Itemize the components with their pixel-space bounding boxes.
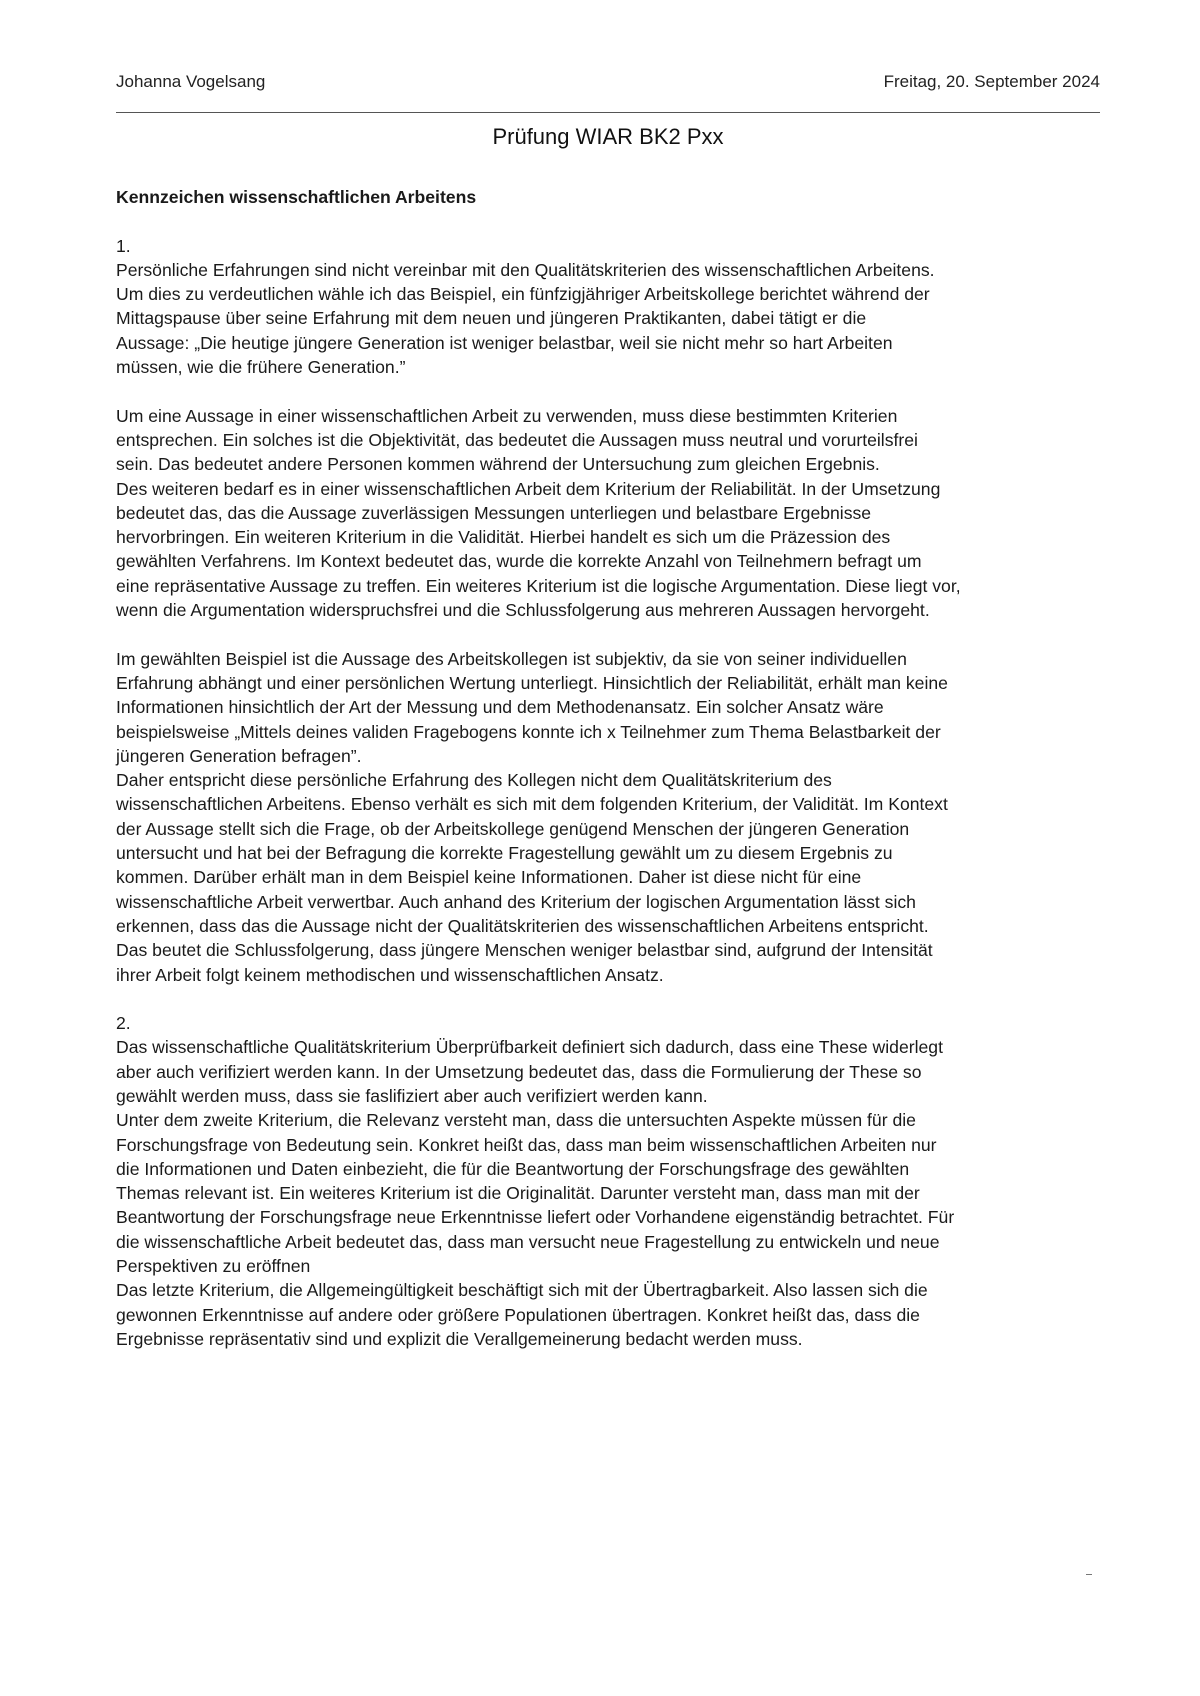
text-line: die Informationen und Daten einbezieht, die für die Beantwortung der Forschungsfrage des gewählten — [116, 1158, 910, 1179]
text-line: Beantwortung der Forschungsfrage neue Erkenntnisse liefert oder Vorhandene eigenständig betrachtet. Für — [116, 1207, 955, 1228]
text-line: ihrer Arbeit folgt keinem methodischen und wissenschaftlichen Ansatz. — [116, 964, 664, 985]
text-line: Das letzte Kriterium, die Allgemeingültigkeit beschäftigt sich mit der Übertragbarkeit. Also lassen sich die — [116, 1280, 928, 1301]
text-line: Ergebnisse repräsentativ sind und explizit die Verallgemeinerung bedacht werden muss. — [116, 1328, 803, 1349]
text-line: Des weiteren bedarf es in einer wissenschaftlichen Arbeit dem Kriterium der Reliabilität. In der Umsetzung — [116, 478, 941, 499]
text-line: Informationen hinsichtlich der Art der Messung und dem Methodenansatz. Ein solcher Ansatz wäre — [116, 697, 884, 718]
text-line: jüngeren Generation befragen”. — [116, 745, 362, 766]
text-line: aber auch verifiziert werden kann. In der Umsetzung bedeutet das, dass die Formulierung der These so — [116, 1061, 922, 1082]
question-number-1: 1. — [116, 235, 131, 256]
text-line: Im gewählten Beispiel ist die Aussage des Arbeitskollegen ist subjektiv, da sie von seiner individuellen — [116, 648, 907, 669]
text-line: gewonnen Erkenntnisse auf andere oder größere Populationen übertragen. Konkret heißt das, dass die — [116, 1304, 920, 1325]
page-header — [116, 72, 1100, 92]
text-line: hervorbringen. Ein weiteren Kriterium in die Validität. Hierbei handelt es sich um die Präzession des — [116, 527, 891, 548]
text-line: Forschungsfrage von Bedeutung sein. Konkret heißt das, dass man beim wissenschaftlichen Arbeiten nur — [116, 1134, 937, 1155]
text-line: gewählt werden muss, dass sie faslifiziert aber auch verifiziert werden kann. — [116, 1085, 708, 1106]
q2-paragraph-1 — [116, 1035, 1100, 1351]
text-line: Um eine Aussage in einer wissenschaftlichen Arbeit zu verwenden, muss diese bestimmten Kriterien — [116, 405, 898, 426]
text-line: bedeutet das, das die Aussage zuverlässigen Messungen unterliegen und belastbare Ergebnisse — [116, 502, 872, 523]
page-title: Prüfung WIAR BK2 Pxx — [492, 124, 724, 149]
text-line: wenn die Argumentation widerspruchsfrei und die Schlussfolgerung aus mehreren Aussagen hervorgeht. — [116, 600, 930, 621]
text-line: untersucht und hat bei der Befragung die korrekte Fragestellung gewählt um zu diesem Ergebnis zu — [116, 843, 893, 864]
text-line: Daher entspricht diese persönliche Erfahrung des Kollegen nicht dem Qualitätskriterium des — [116, 770, 832, 791]
document-body — [116, 185, 1100, 1351]
section-heading: Kennzeichen wissenschaftlichen Arbeitens — [116, 187, 477, 207]
text-line: entsprechen. Ein solches ist die Objektivität, das bedeutet die Aussagen muss neutral und vorurteilsfrei — [116, 429, 918, 450]
text-line: kommen. Darüber erhält man in dem Beispiel keine Informationen. Daher ist diese nicht für eine — [116, 867, 862, 888]
text-line: Das beutet die Schlussfolgerung, dass jüngere Menschen weniger belastbar sind, aufgrund der Intensität — [116, 940, 933, 961]
header-author: Johanna Vogelsang — [116, 72, 266, 91]
text-line: sein. Das bedeutet andere Personen kommen während der Untersuchung zum gleichen Ergebnis. — [116, 454, 880, 475]
blank-line — [116, 379, 1100, 403]
text-line: gewählten Verfahrens. Im Kontext bedeutet das, wurde die korrekte Anzahl von Teilnehmern befragt um — [116, 551, 922, 572]
blank-line — [116, 209, 1100, 233]
text-line: Erfahrung abhängt und einer persönlichen Wertung unterliegt. Hinsichtlich der Reliabilität, erhält man keine — [116, 672, 948, 693]
q1-paragraph-1 — [116, 258, 1100, 379]
text-line: Aussage: „Die heutige jüngere Generation ist weniger belastbar, weil sie nicht mehr so hart Arbeiten — [116, 332, 893, 353]
text-line: Persönliche Erfahrungen sind nicht vereinbar mit den Qualitätskriterien des wissenschaftlichen Arbeitens. — [116, 259, 935, 280]
text-line: wissenschaftlichen Arbeitens. Ebenso verhält es sich mit dem folgenden Kriterium, der Validität. Im Kontext — [116, 794, 948, 815]
text-line: Unter dem zweite Kriterium, die Relevanz versteht man, dass die untersuchten Aspekte müssen für die — [116, 1110, 916, 1131]
text-line: Das wissenschaftliche Qualitätskriterium Überprüfbarkeit definiert sich dadurch, dass eine These widerlegt — [116, 1037, 943, 1058]
blank-line — [116, 987, 1100, 1011]
q1-paragraph-2 — [116, 404, 1100, 623]
text-line: Themas relevant ist. Ein weiteres Kriterium ist die Originalität. Darunter versteht man, dass man mit der — [116, 1183, 920, 1204]
text-line: müssen, wie die frühere Generation.” — [116, 357, 406, 378]
header-date: Freitag, 20. September 2024 — [883, 72, 1100, 91]
question-number-2: 2. — [116, 1013, 131, 1034]
text-line: die wissenschaftliche Arbeit bedeutet das, dass man versucht neue Fragestellung zu entwickeln und neue — [116, 1231, 940, 1252]
q1-paragraph-3 — [116, 647, 1100, 987]
text-line: Mittagspause über seine Erfahrung mit dem neuen und jüngeren Praktikanten, dabei tätigt er die — [116, 308, 867, 329]
footer-mark — [1086, 1574, 1092, 1575]
text-line: der Aussage stellt sich die Frage, ob der Arbeitskollege genügend Menschen der jüngeren Generation — [116, 818, 910, 839]
text-line: beispielsweise „Mittels deines validen Fragebogens konnte ich x Teilnehmer zum Thema Belastbarkeit der — [116, 721, 941, 742]
text-line: Um dies zu verdeutlichen wähle ich das Beispiel, ein fünfzigjähriger Arbeitskollege berichtet während der — [116, 284, 930, 305]
text-line: wissenschaftliche Arbeit verwertbar. Auch anhand des Kriterium der logischen Argumentation lässt sich — [116, 891, 916, 912]
text-line: eine repräsentative Aussage zu treffen. Ein weiteres Kriterium ist die logische Argumentation. Diese liegt vor, — [116, 575, 961, 596]
blank-line — [116, 622, 1100, 646]
text-line: Perspektiven zu eröffnen — [116, 1256, 311, 1277]
header-divider — [116, 112, 1100, 113]
text-line: erkennen, dass das die Aussage nicht der Qualitätskriterien des wissenschaftlichen Arbeitens entspricht. — [116, 915, 929, 936]
